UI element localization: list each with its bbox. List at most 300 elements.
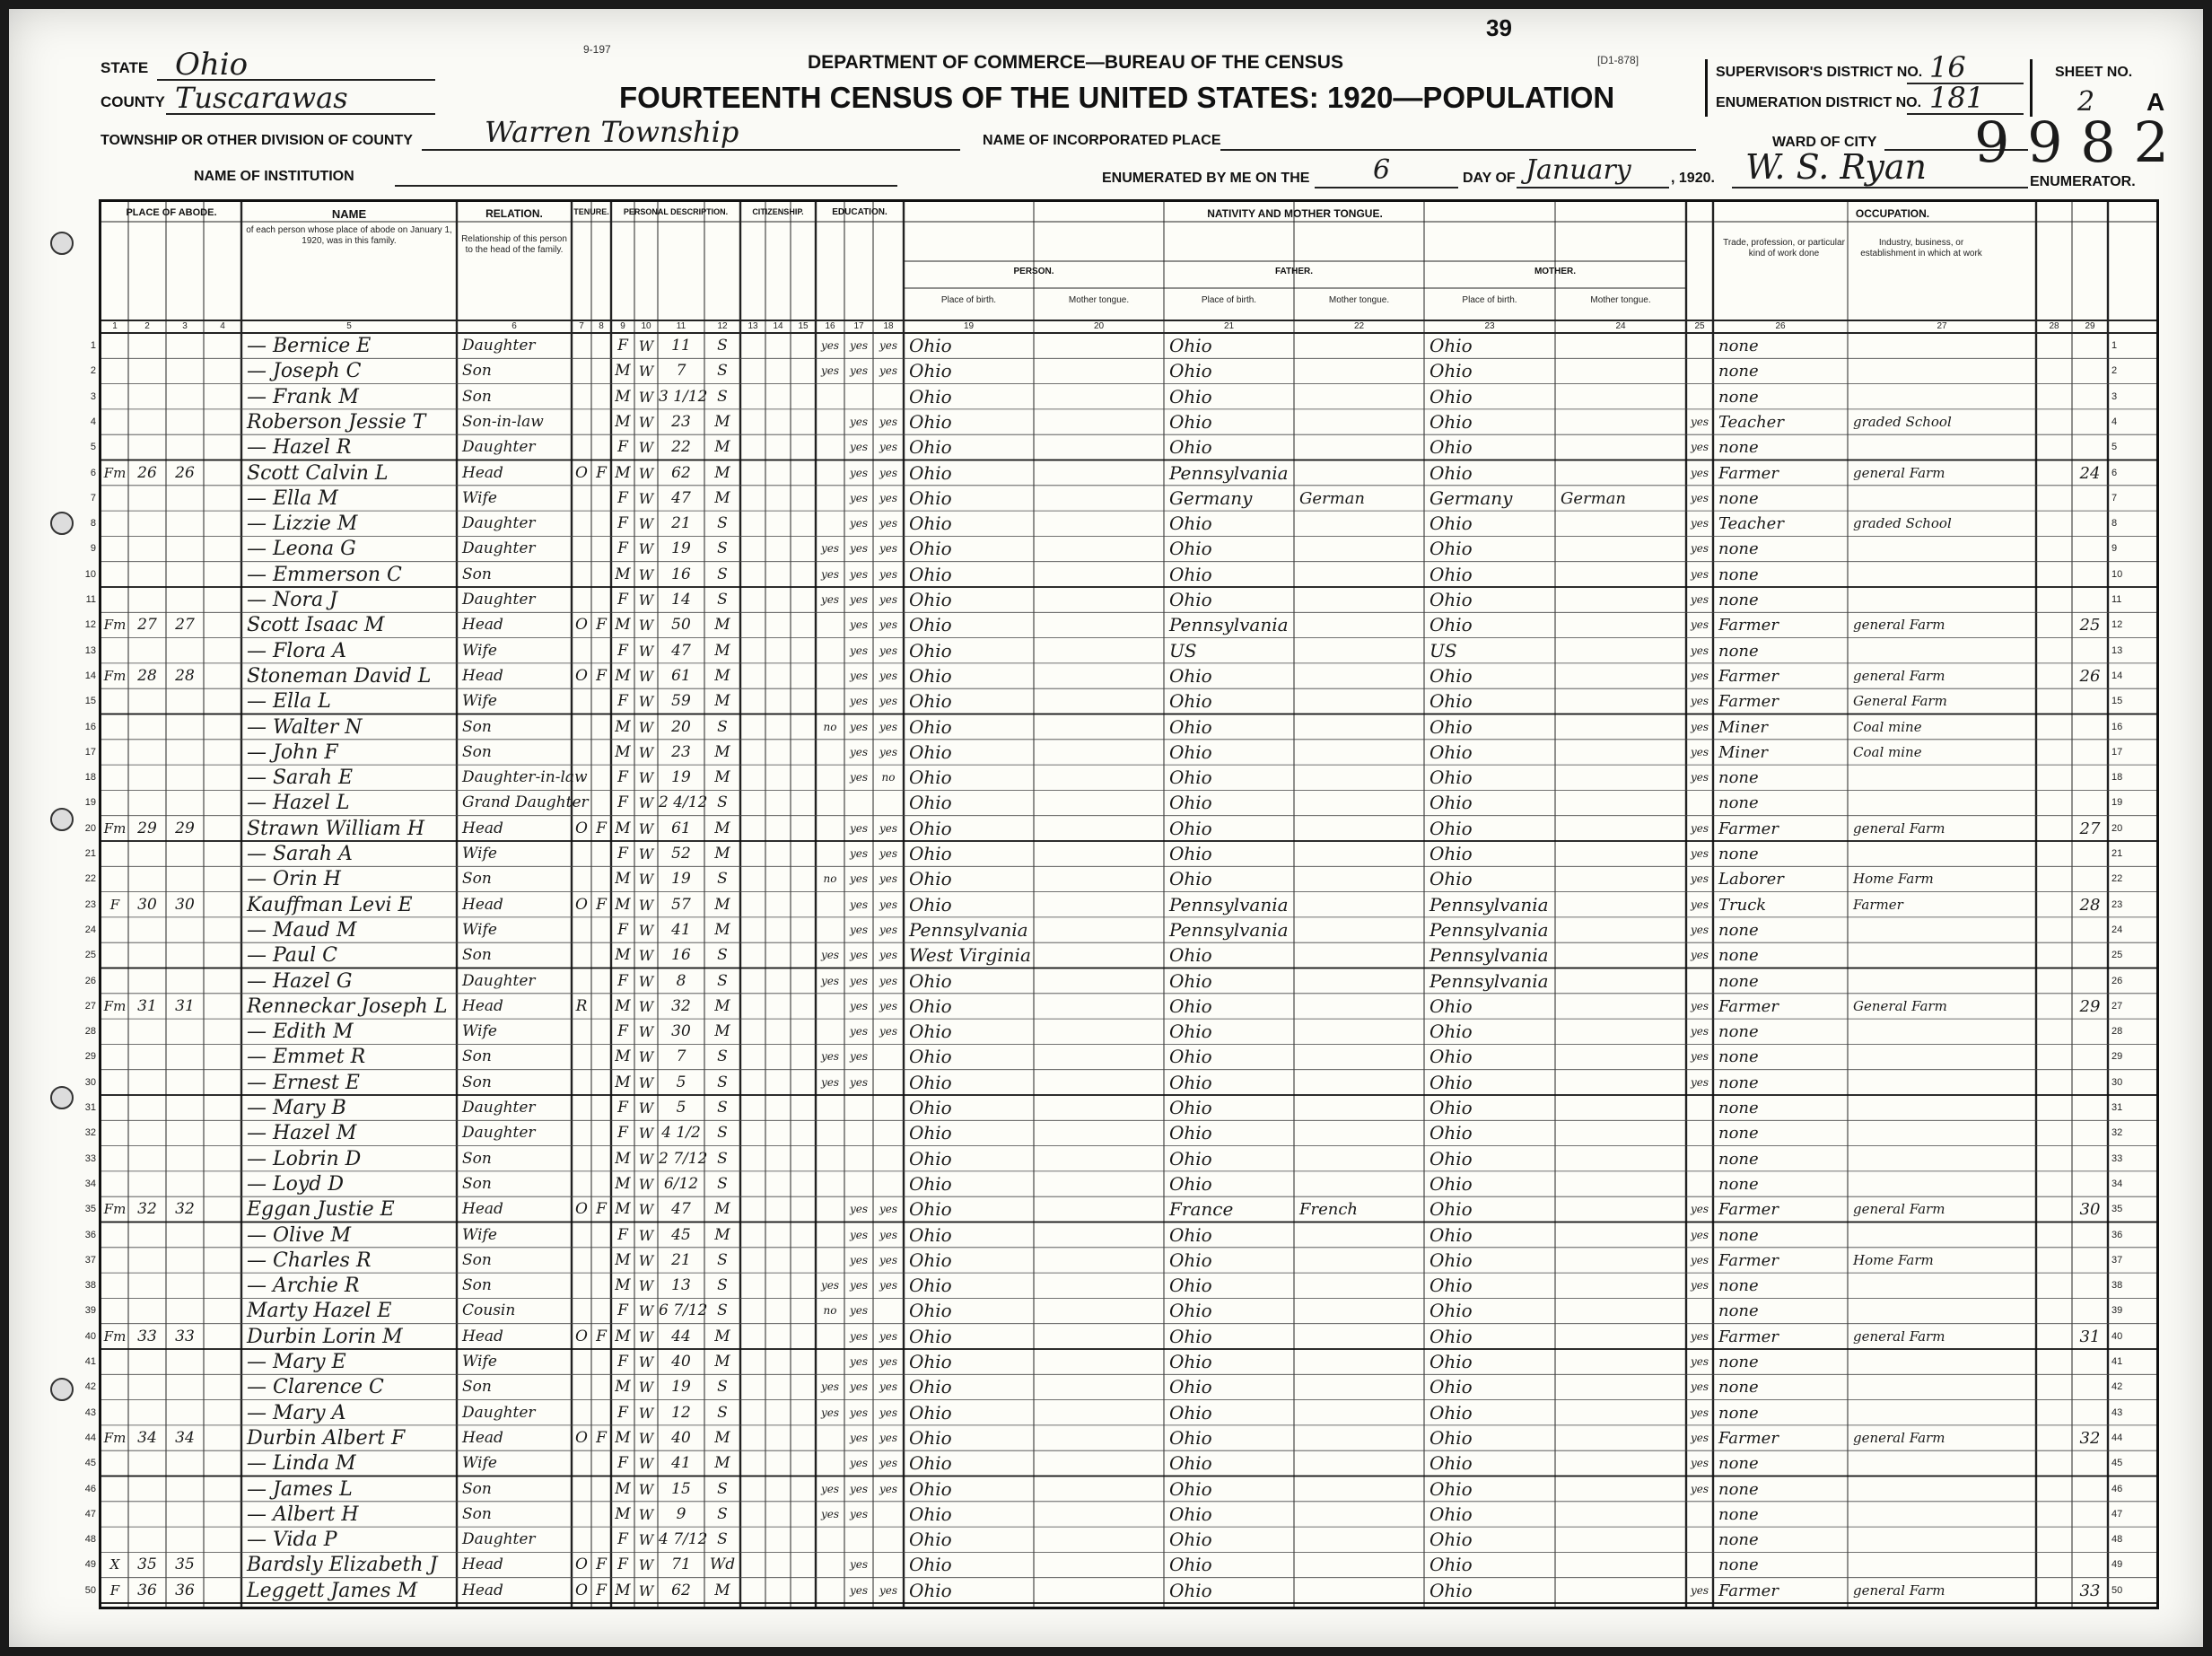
cell-pob: Ohio [909, 868, 952, 890]
cell-occ: Farmer [1718, 666, 1779, 686]
cell-read: yes [849, 1253, 869, 1266]
cell-fam: 30 [175, 895, 195, 914]
column-number: 5 [346, 321, 352, 331]
cell-rel: Son [462, 870, 492, 889]
cell-occ: none [1718, 1301, 1759, 1321]
cell-fpob: Pennsylvania [1169, 614, 1289, 636]
column-number: 9 [620, 321, 625, 331]
column-number: 4 [220, 321, 225, 331]
cell-fam: 36 [175, 1581, 195, 1599]
cell-eng: yes [1690, 1482, 1709, 1495]
sheet-divider [2030, 59, 2033, 117]
cell-write: no [881, 771, 896, 784]
group-tenure: TENURE. [573, 207, 609, 216]
cell-pob: Ohio [909, 994, 952, 1017]
cell-read: yes [849, 1380, 869, 1394]
row-number: 23 [84, 898, 96, 910]
row-number-right: 34 [2111, 1178, 2123, 1189]
group-person: PERSON. [1013, 267, 1054, 276]
cell-mar: S [717, 1403, 728, 1422]
cell-name: — Albert H [247, 1503, 359, 1526]
cell-rel: Son [462, 387, 492, 406]
cell-eng: yes [1690, 923, 1709, 936]
cell-ind: Home Farm [1853, 871, 1934, 888]
cell-race: W [638, 1023, 654, 1041]
cell-mar: S [717, 591, 728, 609]
cell-name: — Paul C [247, 944, 337, 968]
state-value: Ohio [175, 47, 249, 83]
row-number-right: 8 [2111, 518, 2118, 530]
cell-sex: F [617, 641, 628, 660]
cell-read: yes [849, 1558, 869, 1572]
row-number: 16 [84, 721, 96, 732]
cell-dw: 36 [137, 1581, 157, 1599]
column-number: 13 [748, 321, 758, 331]
row-number-right: 33 [2111, 1152, 2123, 1164]
row-number: 13 [84, 644, 96, 656]
cell-race: W [638, 439, 654, 457]
cell-mar: S [717, 870, 728, 889]
row-number: 25 [84, 950, 96, 961]
cell-sex: F [617, 1403, 628, 1422]
row-number-right: 20 [2111, 822, 2123, 834]
cell-pob: Ohio [909, 893, 952, 916]
cell-eng: yes [1690, 720, 1709, 733]
cell-mtng: German [1561, 488, 1627, 508]
cell-name: — Lobrin D [247, 1147, 362, 1170]
cell-sch: yes [820, 1050, 840, 1064]
cell-ind: general Farm [1853, 1327, 1945, 1345]
row-number-right: 11 [2111, 594, 2122, 605]
cell-race: W [638, 515, 654, 533]
cell-rel: Head [462, 616, 503, 635]
cell-name: — Orin H [247, 868, 341, 891]
row-number-right: 21 [2111, 848, 2123, 859]
cell-mar: M [714, 996, 730, 1015]
cell-race: W [638, 1226, 654, 1244]
row-number: 30 [84, 1076, 96, 1088]
cell-rel: Son [462, 1149, 492, 1168]
cell-pob: Ohio [909, 563, 952, 585]
cell-ind: Coal mine [1853, 743, 1922, 760]
cell-mpob: Ohio [1429, 690, 1473, 713]
cell-st: Fm [103, 819, 127, 837]
institution-label: NAME OF INSTITUTION [194, 169, 354, 184]
cell-fpob: Ohio [1169, 589, 1212, 610]
cell-read: yes [849, 1203, 869, 1216]
cell-rel: Head [462, 996, 503, 1015]
cell-sex: M [615, 1250, 631, 1269]
cell-race: W [638, 794, 654, 812]
column-number: 10 [641, 321, 651, 331]
cell-ftng: German [1299, 488, 1366, 508]
cell-age: 5 [676, 1099, 686, 1117]
cell-occ: none [1718, 1022, 1759, 1042]
cell-write: yes [879, 1482, 898, 1495]
cell-mar: S [717, 1301, 728, 1320]
enumerated-month: January [1526, 154, 1631, 186]
cell-fpob: France [1169, 1198, 1234, 1221]
cell-fam: 32 [175, 1200, 195, 1219]
cell-age: 12 [671, 1403, 691, 1422]
cell-fpob: Ohio [1169, 335, 1212, 356]
cell-eng: yes [1690, 1355, 1709, 1368]
cell-race: W [638, 1048, 654, 1066]
row-number: 2 [90, 365, 96, 377]
row-number: 14 [84, 670, 96, 681]
row-number: 38 [84, 1280, 96, 1292]
cell-pob: Ohio [909, 740, 952, 763]
person-mother-tongue-head: Mother tongue. [1068, 295, 1130, 305]
cell-rel: Son [462, 1276, 492, 1295]
cell-name: — Loyd D [247, 1172, 344, 1196]
cell-eng: yes [1690, 1380, 1709, 1394]
incorporated-underline [1220, 149, 1696, 151]
cell-dw: 30 [137, 895, 157, 914]
cell-sch: yes [820, 364, 840, 378]
cell-fam: 33 [175, 1327, 195, 1345]
cell-read: yes [849, 821, 869, 835]
cell-pob: Ohio [909, 538, 952, 560]
cell-name: — Maud M [247, 918, 357, 942]
cell-fpob: Ohio [1169, 690, 1212, 713]
row-number: 42 [84, 1381, 96, 1393]
cell-sex: M [615, 1174, 631, 1193]
cell-fpob: Ohio [1169, 1351, 1212, 1372]
cell-fpob: Ohio [1169, 436, 1212, 459]
cell-mpob: Ohio [1429, 538, 1473, 560]
cell-rel: Son [462, 1047, 492, 1066]
cell-fpob: Ohio [1169, 1046, 1212, 1068]
cell-sch: yes [820, 1380, 840, 1394]
cell-read: yes [849, 949, 869, 962]
cell-farm: 29 [2079, 996, 2101, 1016]
cell-read: yes [849, 593, 869, 606]
cell-race: W [638, 1277, 654, 1295]
group-mother: MOTHER. [1534, 267, 1577, 276]
cell-fpob: Ohio [1169, 1426, 1212, 1449]
column-number: 3 [182, 321, 188, 331]
cell-read: yes [849, 1304, 869, 1318]
row-number: 34 [84, 1178, 96, 1189]
father-place-of-birth-head: Place of birth. [1201, 295, 1257, 305]
row-number: 29 [84, 1051, 96, 1063]
row-number-right: 45 [2111, 1458, 2123, 1469]
cell-write: yes [879, 695, 898, 708]
cell-mar: S [717, 1250, 728, 1269]
cell-mar: S [717, 1276, 728, 1295]
cell-occ: none [1718, 1504, 1759, 1524]
cell-occ: none [1718, 438, 1759, 458]
cell-dw: 29 [137, 819, 157, 837]
cell-rel: Wife [462, 1022, 497, 1041]
cell-mpob: Pennsylvania [1429, 893, 1549, 916]
cell-own: O [575, 819, 588, 837]
cell-rel: Head [462, 1581, 503, 1599]
cell-sex: M [615, 870, 631, 889]
cell-write: yes [879, 974, 898, 987]
cell-rel: Daughter [462, 971, 536, 990]
cell-mar: M [714, 845, 730, 863]
cell-occ: none [1718, 1454, 1759, 1474]
row-number-right: 36 [2111, 1229, 2123, 1240]
cell-fpob: Ohio [1169, 792, 1212, 814]
cell-age: 61 [671, 819, 691, 837]
cell-read: yes [849, 923, 869, 936]
margin-stamp: 9 9 8 2 [1974, 110, 2169, 175]
column-number: 22 [1353, 321, 1365, 331]
cell-eng: yes [1690, 1075, 1709, 1089]
cell-eng: yes [1690, 415, 1709, 428]
row-number: 4 [90, 416, 96, 427]
cell-sex: M [615, 1200, 631, 1219]
cell-ind: Home Farm [1853, 1251, 1934, 1268]
cell-name: — Linda M [247, 1452, 356, 1476]
cell-fpob: Ohio [1169, 1275, 1212, 1297]
cell-eng: yes [1690, 1228, 1709, 1241]
cell-pob: Ohio [909, 385, 952, 407]
cell-mpob: US [1429, 639, 1457, 662]
cell-write: yes [879, 821, 898, 835]
cell-race: W [638, 1302, 654, 1320]
ward-label: WARD OF CITY [1772, 135, 1877, 150]
cell-dw: 32 [137, 1200, 157, 1219]
cell-fpob: Ohio [1169, 767, 1212, 789]
cell-write: yes [879, 567, 898, 581]
cell-read: yes [849, 1025, 869, 1038]
cell-race: W [638, 1505, 654, 1523]
cell-age: 21 [671, 514, 691, 533]
cell-pob: Ohio [909, 792, 952, 814]
cell-name: Scott Calvin L [247, 461, 389, 485]
column-number: 1 [112, 321, 118, 331]
cell-age: 45 [671, 1225, 691, 1244]
cell-race: W [638, 1429, 654, 1447]
cell-name: — Emmerson C [247, 563, 402, 586]
cell-write: yes [879, 517, 898, 530]
cell-mort: F [596, 616, 607, 635]
binder-hole [50, 1378, 74, 1401]
cell-sex: F [617, 1022, 628, 1041]
cell-age: 7 [676, 362, 686, 381]
supervisor-value: 16 [1929, 50, 1966, 84]
cell-occ: none [1718, 1073, 1759, 1092]
cell-occ: none [1718, 1530, 1759, 1550]
cell-pob: Ohio [909, 1477, 952, 1500]
cell-rel: Head [462, 1327, 503, 1345]
cell-mar: S [717, 1504, 728, 1523]
cell-mpob: Ohio [1429, 715, 1473, 738]
cell-own: O [575, 463, 588, 482]
cell-fpob: Ohio [1169, 1071, 1212, 1093]
relation-column-description: Relationship of this person to the head of the family. [461, 234, 567, 255]
cell-sex: F [617, 1530, 628, 1549]
cell-mar: M [714, 1327, 730, 1345]
group-personal: PERSONAL DESCRIPTION. [623, 207, 729, 216]
cell-race: W [638, 1327, 654, 1345]
cell-eng: yes [1690, 999, 1709, 1012]
cell-mar: S [717, 1479, 728, 1498]
cell-fpob: Pennsylvania [1169, 918, 1289, 941]
cell-fpob: Ohio [1169, 1172, 1212, 1195]
cell-fam: 26 [175, 463, 195, 482]
cell-pob: Ohio [909, 335, 952, 356]
cell-sch: yes [820, 339, 840, 352]
cell-sex: M [615, 1327, 631, 1345]
row-number-right: 15 [2111, 696, 2123, 707]
cell-read: yes [849, 745, 869, 758]
cell-occ: Miner [1718, 742, 1769, 762]
cell-mar: S [717, 1149, 728, 1168]
enumerated-label: ENUMERATED BY ME ON THE [1102, 171, 1310, 186]
cell-fpob: Ohio [1169, 1223, 1212, 1246]
cell-mpob: Ohio [1429, 994, 1473, 1017]
cell-read: yes [849, 1050, 869, 1064]
cell-read: yes [849, 491, 869, 504]
cell-sch: yes [820, 1406, 840, 1419]
cell-farm: 25 [2079, 616, 2101, 635]
row-number-right: 41 [2111, 1356, 2123, 1367]
cell-sex: F [617, 1124, 628, 1143]
cell-mar: S [717, 565, 728, 583]
cell-sex: M [615, 1276, 631, 1295]
cell-fpob: Ohio [1169, 538, 1212, 560]
cell-farm: 32 [2079, 1428, 2101, 1448]
cell-mort: F [596, 1428, 607, 1447]
cell-rel: Daughter [462, 539, 536, 558]
cell-pob: Ohio [909, 1300, 952, 1322]
cell-occ: none [1718, 768, 1759, 788]
cell-write: yes [879, 1329, 898, 1343]
cell-eng: yes [1690, 1329, 1709, 1343]
enumerator-signature: W. S. Ryan [1745, 147, 1927, 187]
column-number: 20 [1093, 321, 1105, 331]
occupation-industry-head: Industry, business, or establishment in which at work [1860, 238, 1982, 258]
cell-st: Fm [103, 617, 127, 634]
column-number: 19 [963, 321, 975, 331]
cell-fpob: Ohio [1169, 1021, 1212, 1043]
cell-st: F [109, 1582, 120, 1599]
cell-name: — Hazel R [247, 436, 352, 460]
cell-occ: none [1718, 591, 1759, 609]
cell-sex: M [615, 362, 631, 381]
sheet-value: 2 [2077, 86, 2095, 118]
cell-pob: Ohio [909, 513, 952, 535]
cell-mar: M [714, 1200, 730, 1219]
group-place-of-abode: PLACE OF ABODE. [126, 207, 217, 218]
cell-occ: none [1718, 362, 1759, 381]
group-citizenship: CITIZENSHIP. [752, 207, 804, 216]
row-number-right: 46 [2111, 1483, 2123, 1494]
cell-age: 71 [671, 1555, 691, 1574]
cell-mar: S [717, 793, 728, 812]
cell-own: O [575, 1555, 588, 1574]
cell-race: W [638, 1150, 654, 1168]
occupation-trade-head: Trade, profession, or particular kind of work done [1723, 238, 1845, 258]
row-number-right: 48 [2111, 1534, 2123, 1546]
cell-sch: yes [820, 1482, 840, 1495]
cell-pob: Ohio [909, 1275, 952, 1297]
department-heading: DEPARTMENT OF COMMERCE—BUREAU OF THE CENSUS [808, 52, 1343, 73]
cell-mpob: Pennsylvania [1429, 918, 1549, 941]
county-value: Tuscarawas [175, 81, 348, 115]
cell-occ: none [1718, 641, 1759, 661]
cell-age: 44 [671, 1327, 691, 1345]
cell-race: W [638, 464, 654, 482]
cell-sch: yes [820, 949, 840, 962]
cell-dw: 27 [137, 616, 157, 635]
cell-age: 11 [671, 337, 691, 355]
row-number-right: 39 [2111, 1305, 2123, 1317]
cell-mar: M [714, 819, 730, 837]
cell-name: — Mary E [247, 1351, 346, 1373]
cell-rel: Daughter [462, 1099, 536, 1117]
cell-mort: F [596, 819, 607, 837]
cell-race: W [638, 540, 654, 558]
cell-mpob: Ohio [1429, 335, 1473, 356]
cell-mort: F [596, 1200, 607, 1219]
cell-age: 21 [671, 1250, 691, 1269]
column-number: 27 [1937, 321, 1947, 331]
row-number: 39 [84, 1305, 96, 1317]
cell-ind: General Farm [1853, 693, 1947, 710]
cell-name: — Archie R [247, 1275, 360, 1298]
cell-mpob: Ohio [1429, 1198, 1473, 1221]
cell-name: — Hazel M [247, 1122, 357, 1145]
cell-fpob: Ohio [1169, 1529, 1212, 1551]
cell-mar: M [714, 438, 730, 457]
cell-mar: S [717, 946, 728, 965]
cell-race: W [638, 947, 654, 965]
cell-occ: none [1718, 1403, 1759, 1423]
cell-race: W [638, 846, 654, 863]
row-number: 36 [84, 1229, 96, 1240]
cell-sex: M [615, 895, 631, 914]
cell-rel: Son [462, 1479, 492, 1498]
township-underline [422, 149, 960, 151]
cell-fam: 31 [175, 996, 195, 1015]
cell-st: Fm [103, 1327, 127, 1345]
cell-age: 47 [671, 488, 691, 507]
cell-age: 40 [671, 1428, 691, 1447]
row-number: 41 [84, 1356, 96, 1367]
cell-sex: F [617, 591, 628, 609]
cell-rel: Son [462, 946, 492, 965]
cell-write: yes [879, 415, 898, 428]
row-number-right: 18 [2111, 772, 2123, 784]
cell-name: Kauffman Levi E [247, 893, 413, 916]
cell-occ: Farmer [1718, 1428, 1779, 1448]
cell-race: W [638, 1582, 654, 1599]
row-number: 24 [84, 924, 96, 935]
cell-read: yes [849, 1329, 869, 1343]
cell-read: yes [849, 567, 869, 581]
row-number-right: 44 [2111, 1432, 2123, 1443]
cell-fpob: Ohio [1169, 1249, 1212, 1271]
cell-race: W [638, 693, 654, 711]
cell-occ: none [1718, 845, 1759, 863]
column-number: 18 [883, 321, 894, 331]
row-number-right: 35 [2111, 1204, 2123, 1215]
cell-sex: F [617, 539, 628, 558]
row-number-right: 31 [2111, 1102, 2123, 1113]
cell-sex: F [617, 793, 628, 812]
column-number: 16 [825, 321, 835, 331]
cell-name: — Leona G [247, 538, 356, 561]
cell-pob: Ohio [909, 461, 952, 484]
cell-write: yes [879, 542, 898, 556]
cell-fpob: Ohio [1169, 994, 1212, 1017]
